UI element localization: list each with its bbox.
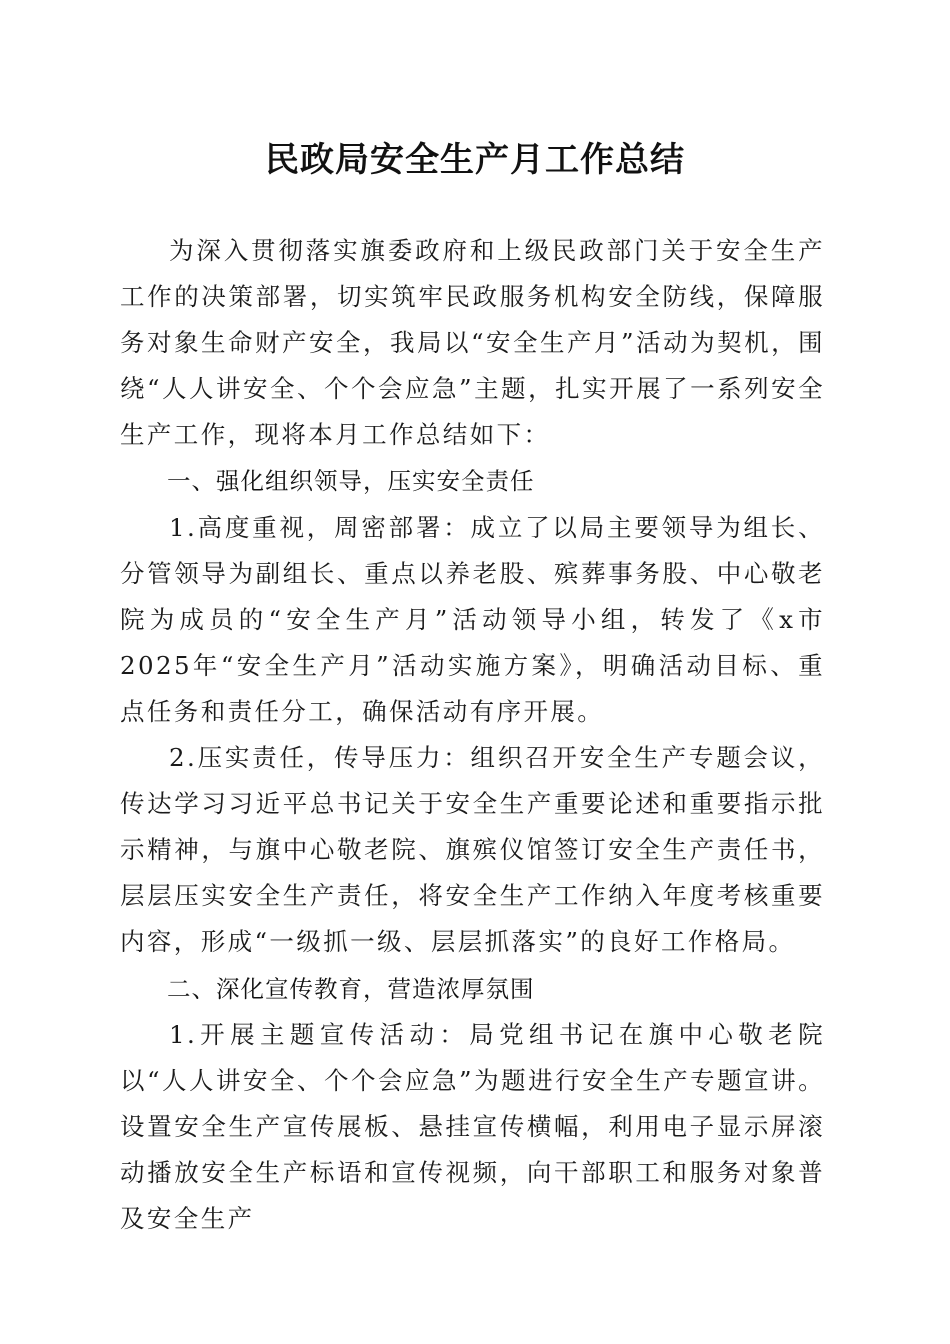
intro-paragraph: 为深入贯彻落实旗委政府和上级民政部门关于安全生产工作的决策部署，切实筑牢民政服务机构安全防线，保障服务对象生命财产安全，我局以“安全生产月”活动为契机，围绕“人人讲安全、个个会应急”主题，扎实开展了一系列安全生产工作，现将本月工作总结如下： (120, 236, 825, 450)
section-1-paragraph-1: 1.高度重视，周密部署：成立了以局主要领导为组长、分管领导为副组长、重点以养老股、殡葬事务股、中心敬老院为成员的“安全生产月”活动领导小组，转发了《x市2025年“安全生产月”活动实施方案》，明确活动目标、重点任务和责任分工，确保活动有序开展。 (120, 512, 825, 726)
section-1-heading: 一、强化组织领导，压实安全责任 (167, 467, 535, 496)
section-1-paragraph-2: 2.压实责任，传导压力：组织召开安全生产专题会议，传达学习习近平总书记关于安全生产重要论述和重要指示批示精神，与旗中心敬老院、旗殡仪馆签订安全生产责任书，层层压实安全生产责任，将安全生产工作纳入年度考核重要内容，形成“一级抓一级、层层抓落实”的良好工作格局。 (120, 743, 825, 957)
section-2-heading: 二、深化宣传教育，营造浓厚氛围 (167, 974, 535, 1003)
document-body (120, 228, 825, 1242)
section-2-paragraph-1: 1.开展主题宣传活动：局党组书记在旗中心敬老院以“人人讲安全、个个会应急”为题进行安全生产专题宣讲。设置安全生产宣传展板、悬挂宣传横幅，利用电子显示屏滚动播放安全生产标语和宣传视频，向干部职工和服务对象普及安全生产 (120, 1019, 825, 1233)
document-title: 民政局安全生产月工作总结 (265, 140, 685, 180)
